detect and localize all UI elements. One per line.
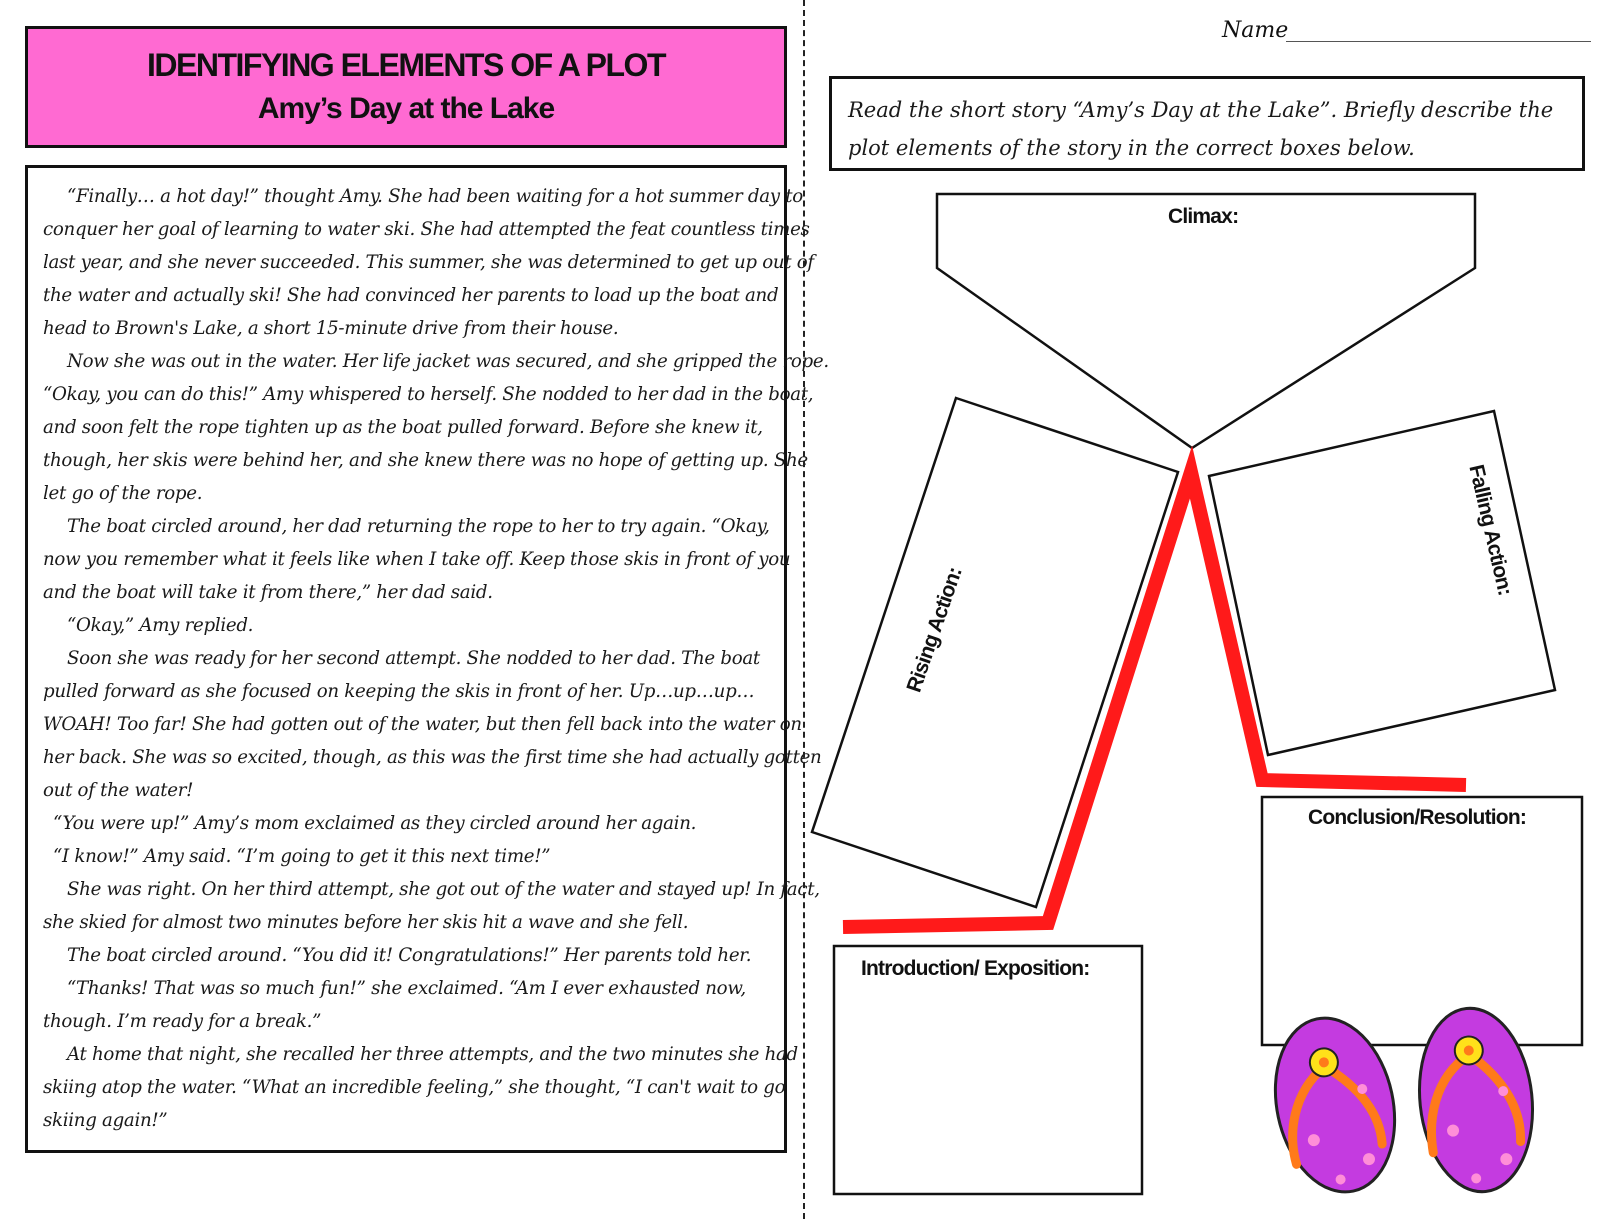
story-line: last year, and she never succeeded. This summer, she was determined to get up out of [43,252,814,273]
story-line: “I know!” Amy said. “I’m going to get it this next time!” [53,846,551,867]
story-line: skiing atop the water. “What an incredible feeling,” she thought, “I can't wait to go [43,1077,786,1098]
conclusion-label: Conclusion/Resolution: [1308,806,1527,829]
story-line: Soon she was ready for her second attempt. She nodded to her dad. The boat [67,648,760,669]
story-line: and soon felt the rope tighten up as the boat pulled forward. Before she knew it, [43,417,763,438]
story-line: now you remember what it feels like when I take off. Keep those skis in front of you [43,549,791,570]
story-line: and the boat will take it from there,” her dad said. [43,582,493,603]
introduction-label: Introduction/ Exposition: [861,957,1090,980]
story-line: out of the water! [43,780,194,801]
story-line: At home that night, she recalled her three attempts, and the two minutes she had [67,1044,798,1065]
story-line: She was right. On her third attempt, she got out of the water and stayed up! In fact, [67,879,820,900]
climax-box[interactable] [937,194,1475,448]
worksheet-title: IDENTIFYING ELEMENTS OF A PLOT [147,47,665,83]
story-line: though, her skis were behind her, and she knew there was no hope of getting up. She [43,450,808,471]
conclusion-box[interactable] [1262,797,1582,1045]
story-line: skiing again!” [43,1110,168,1131]
climax-label: Climax: [1168,205,1239,228]
story-line: “You were up!” Amy’s mom exclaimed as they circled around her again. [53,813,697,834]
story-line: “Okay, you can do this!” Amy whispered to herself. She nodded to her dad in the boat, [43,384,814,405]
story-line: WOAH! Too far! She had gotten out of the water, but then fell back into the water on [43,714,802,735]
story-line: though. I’m ready for a break.” [43,1011,322,1032]
story-line: pulled forward as she focused on keeping the skis in front of her. Up…up…up… [43,681,755,702]
story-line: Now she was out in the water. Her life jacket was secured, and she gripped the rope. [67,351,829,372]
story-line: The boat circled around, her dad returning the rope to her to try again. “Okay, [67,516,770,537]
story-line: her back. She was so excited, though, as this was the first time she had actually gotten [43,747,822,768]
story-line: “Okay,” Amy replied. [67,615,254,636]
introduction-box[interactable] [834,946,1142,1194]
rising-action-label: Rising Action: [902,564,967,696]
story-line: “Finally… a hot day!” thought Amy. She had been waiting for a hot summer day to [67,186,803,207]
story-line: “Thanks! That was so much fun!” she exclaimed. “Am I ever exhausted now, [67,978,746,999]
name-label: Name [1222,18,1289,43]
story-line: conquer her goal of learning to water ski. She had attempted the feat countless times [43,219,810,240]
story-line: she skied for almost two minutes before her skis hit a wave and she fell. [43,912,689,933]
story-line: head to Brown's Lake, a short 15-minute drive from their house. [43,318,619,339]
story-line: The boat circled around. “You did it! Congratulations!” Her parents told her. [67,945,752,966]
story-line: the water and actually ski! She had convinced her parents to load up the boat and [43,285,779,306]
instructions-box: Read the short story “Amy’s Day at the Lake”. Briefly describe the plot elements of the story in the correct boxes below. [829,76,1585,171]
falling-action-label: Falling Action: [1464,462,1517,598]
story-title: Amy’s Day at the Lake [257,92,555,125]
story-line: let go of the rope. [43,483,203,504]
rising-action-box[interactable] [812,398,1178,907]
